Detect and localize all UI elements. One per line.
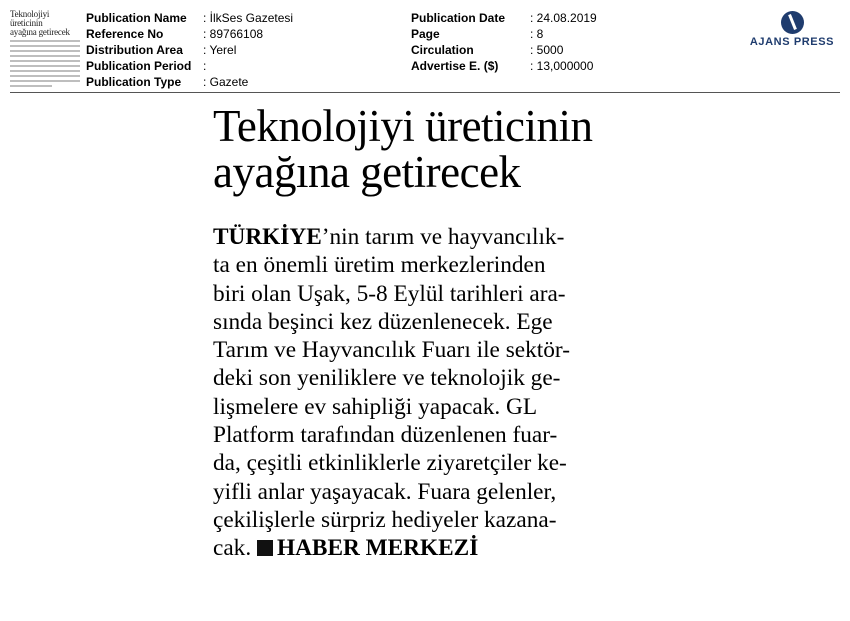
body-line: ta en önemli üretim merkezlerinden — [213, 252, 546, 279]
header-divider — [10, 92, 840, 93]
distribution-area-label: Distribution Area — [86, 43, 183, 57]
article-body — [213, 223, 643, 563]
thumbnail-title-line-1: Teknolojiyi üreticinin — [10, 10, 50, 28]
thumbnail-text-line — [10, 70, 80, 72]
byline-square-icon — [257, 540, 273, 556]
ajans-press-logo-icon — [781, 11, 804, 34]
circulation-label: Circulation — [411, 43, 474, 57]
thumbnail-text-line — [10, 50, 80, 52]
meta-left-labels — [86, 10, 191, 90]
page-value: : 8 — [530, 27, 544, 41]
page-label: Page — [411, 27, 440, 41]
publication-name-value: : İlkSes Gazetesi — [203, 11, 294, 25]
body-line: biri olan Uşak, 5-8 Eylül tarihleri ara- — [213, 280, 566, 307]
thumbnail-text-line — [10, 80, 80, 82]
body-line: sında beşinci kez düzenlenecek. Ege — [213, 308, 553, 335]
body-line: yifli anlar yaşayacak. Fuara gelenler, — [213, 478, 557, 505]
thumbnail-text-line — [10, 65, 80, 67]
body-line-last: cak. HABER MERKEZİ — [213, 535, 479, 562]
advertise-equivalent-value: : 13,000000 — [530, 59, 594, 73]
body-line: TÜRKİYE’nin tarım ve hayvancılık- — [213, 224, 565, 250]
lead-word: TÜRKİYE — [213, 224, 322, 250]
reference-no-value: : 89766108 — [203, 27, 264, 41]
publication-type-label: Publication Type — [86, 75, 182, 89]
headline-line-1: Teknolojiyi üreticinin — [213, 101, 593, 151]
thumbnail-title-line-2: ayağına getirecek — [10, 27, 70, 37]
thumbnail-text-line — [10, 75, 80, 77]
meta-right-values — [530, 10, 597, 74]
publication-date-value: : 24.08.2019 — [530, 11, 597, 25]
meta-left-values — [203, 10, 293, 90]
headline-line-2: ayağına getirecek — [213, 147, 521, 197]
body-line: Tarım ve Hayvancılık Fuarı ile sektör- — [213, 337, 570, 364]
publication-period-value: : — [203, 59, 207, 73]
reference-no-label: Reference No — [86, 27, 164, 41]
publication-date-label: Publication Date — [411, 11, 506, 25]
meta-right-labels — [411, 10, 505, 74]
body-line: çekilişlerle sürpriz hediyeler kazana- — [213, 506, 557, 533]
advertise-equivalent-label: Advertise E. ($) — [411, 59, 499, 73]
thumbnail-text-line — [10, 45, 80, 47]
ajans-press-logo — [744, 11, 840, 48]
byline: HABER MERKEZİ — [276, 535, 479, 562]
thumbnail-text-line — [10, 55, 80, 57]
thumbnail-text-line — [10, 60, 80, 62]
article — [213, 103, 643, 563]
logo-text: AJANS PRESS — [749, 36, 835, 48]
body-line: da, çeşitli etkinliklerle ziyaretçiler ke- — [213, 450, 567, 477]
thumbnail-text-line — [10, 40, 80, 42]
publication-period-label: Publication Period — [86, 59, 192, 73]
body-line: lişmelere ev sahipliği yapacak. GL — [213, 393, 538, 420]
article-thumbnail — [10, 10, 80, 88]
publication-type-value: : Gazete — [203, 75, 249, 89]
circulation-value: : 5000 — [530, 43, 564, 57]
publication-name-label: Publication Name — [86, 11, 187, 25]
article-headline — [213, 103, 643, 195]
thumbnail-text-line — [10, 85, 52, 87]
body-line: deki son yeniliklere ve teknolojik ge- — [213, 365, 561, 392]
distribution-area-value: : Yerel — [203, 43, 237, 57]
body-line: Platform tarafından düzenlenen fuar- — [213, 422, 558, 449]
